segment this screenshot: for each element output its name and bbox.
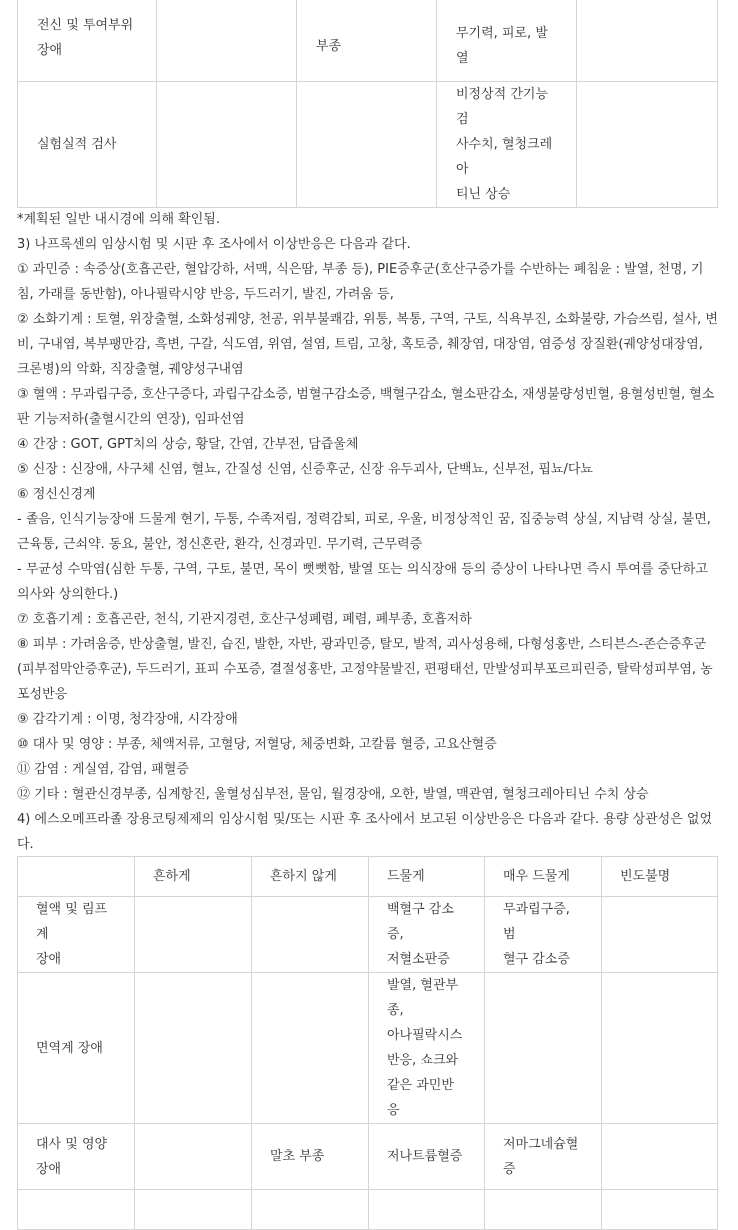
text-line: ⑩ 대사 및 영양 : 부종, 체액저류, 고혈당, 저혈당, 체중변화, 고칼륨 혈증, 고요산혈증 — [17, 737, 497, 752]
table-cell — [252, 897, 369, 973]
text-line: ⑤ 신장 : 신장애, 사구체 신염, 혈뇨, 간질성 신염, 신증후군, 신장 유두괴사, 단백뇨, 신부전, 핍뇨/다뇨 — [17, 462, 593, 477]
text-line: ① 과민증 : 속증상(호흡곤란, 혈압강하, 서맥, 식은땀, 부종 등), PIE증후군(호산구증가를 수반하는 폐침윤 : 발열, 천명, 기침, 가래를 동반함), 아나필락시양 반응, 두드러기, 발진, 가려움 등, — [17, 262, 704, 302]
table-cell: 무과립구증, 범 혈구 감소증 — [485, 897, 602, 973]
table-header-cell: 매우 드물게 — [485, 857, 602, 897]
table-header-cell — [18, 857, 135, 897]
table-row — [18, 0, 718, 82]
table-cell — [577, 82, 718, 208]
table-cell: 비정상적 간기능 검 사수치, 혈청크레아 티닌 상승 — [437, 82, 577, 208]
table-header-cell: 빈도불명 — [602, 857, 718, 897]
table-row — [18, 82, 718, 208]
table-cell: 저마그네슘혈 증 — [485, 1124, 602, 1190]
table-cell: 발열, 혈관부 종, 아나필락시스 반응, 쇼크와 같은 과민반응 — [369, 973, 485, 1124]
table-row — [18, 973, 718, 1124]
table-cell: 전신 및 투여부위 장애 — [18, 0, 157, 82]
text-line: ③ 혈액 : 무과립구증, 호산구증다, 과립구감소증, 범혈구감소증, 백혈구감소, 혈소판감소, 재생불량성빈혈, 용혈성빈혈, 혈소판 기능저하(출혈시간의 연장), 임파선염 — [17, 387, 715, 427]
text-line: - 무균성 수막염(심한 두통, 구역, 구토, 불면, 목이 뻣뻣함, 발열 또는 의식장애 등의 증상이 나타나면 즉시 투여를 중단하고 의사와 상의한다.) — [17, 562, 708, 602]
table-cell — [602, 973, 718, 1124]
table-cell: 저나트륨혈증 — [369, 1124, 485, 1190]
table-row — [18, 1190, 718, 1230]
adverse-reaction-text — [17, 207, 719, 857]
text-line: ⑪ 감염 : 게실염, 감염, 패혈증 — [17, 762, 189, 777]
table-cell — [485, 1190, 602, 1230]
table-cell — [157, 82, 297, 208]
table-header-row — [18, 857, 718, 897]
table-cell — [252, 1190, 369, 1230]
table-cell: 혈액 및 림프계 장애 — [18, 897, 135, 973]
table-cell — [297, 82, 437, 208]
text-line: ⑦ 호흡기계 : 호흡곤란, 천식, 기관지경련, 호산구성폐렴, 폐렴, 폐부종, 호흡저하 — [17, 612, 472, 627]
table-cell: 대사 및 영양 장애 — [18, 1124, 135, 1190]
text-line: ⑥ 정신신경계 — [17, 487, 96, 502]
text-line: 4) 에스오메프라졸 장용코팅제제의 임상시험 및/또는 시판 후 조사에서 보고된 이상반응은 다음과 같다. 용량 상관성은 없었다. — [17, 812, 713, 852]
text-line: - 졸음, 인식기능장애 드물게 현기, 두통, 수족저림, 정력감퇴, 피로, 우울, 비정상적인 꿈, 집중능력 상실, 지남력 상실, 불면, 근육통, 근쇠약. 동요, 불안, 정신혼란, 환각, 신경과민. 무기력, 근무력증 — [17, 512, 711, 552]
table-cell — [602, 1124, 718, 1190]
table-header-cell: 흔하게 — [135, 857, 252, 897]
table-cell: 부종 — [297, 0, 437, 82]
text-line: ⑧ 피부 : 가려움증, 반상출혈, 발진, 습진, 발한, 자반, 광과민증, 탈모, 발적, 괴사성용해, 다형성홍반, 스티븐스-존슨증후군(피부점막안증후군), 두드러기, 표피 수포증, 결절성홍반, 고정약물발진, 편평태선, 만발성피부포르피린증, 탈락성피부염, 농포성반응 — [17, 637, 713, 702]
table-header-cell: 흔하지 않게 — [252, 857, 369, 897]
table-cell — [135, 973, 252, 1124]
table-row — [18, 897, 718, 973]
adverse-reaction-table-top — [17, 0, 718, 208]
text-line: ④ 간장 : GOT, GPT치의 상승, 황달, 간염, 간부전, 담즙울체 — [17, 437, 359, 452]
table-cell — [602, 1190, 718, 1230]
text-line: 3) 나프록센의 임상시험 및 시판 후 조사에서 이상반응은 다음과 같다. — [17, 237, 411, 252]
text-line: ⑨ 감각기계 : 이명, 청각장애, 시각장애 — [17, 712, 238, 727]
table-header-cell: 드물게 — [369, 857, 485, 897]
table-cell: 면역계 장애 — [18, 973, 135, 1124]
table-cell — [602, 897, 718, 973]
table-cell — [157, 0, 297, 82]
text-line: ② 소화기계 : 토혈, 위장출혈, 소화성궤양, 천공, 위부불쾌감, 위통, 복통, 구역, 구토, 식욕부진, 소화불량, 가슴쓰림, 설사, 변비, 구내염, 복부팽만감, 흑변, 구갈, 식도염, 위염, 설염, 트림, 고창, 혹토증, 췌장염, 대장염, 염증성 장질환(궤양성대장염, 크론병)의 악화, 직장출혈, 궤양성구내염 — [17, 312, 718, 377]
table-cell — [18, 1190, 135, 1230]
table-cell — [369, 1190, 485, 1230]
table-cell — [135, 897, 252, 973]
text-line: ⑫ 기타 : 혈관신경부종, 심계항진, 울혈성심부전, 물임, 월경장애, 오한, 발열, 맥관염, 혈청크레아티닌 수치 상승 — [17, 787, 649, 802]
table-cell: 무기력, 피로, 발열 — [437, 0, 577, 82]
text-line: *계획된 일반 내시경에 의해 확인됨. — [17, 212, 220, 227]
table-cell — [135, 1190, 252, 1230]
table-row — [18, 1124, 718, 1190]
table-cell — [577, 0, 718, 82]
table-cell: 백혈구 감소증, 저혈소판증 — [369, 897, 485, 973]
table-cell — [485, 973, 602, 1124]
table-cell: 말초 부종 — [252, 1124, 369, 1190]
table-cell — [135, 1124, 252, 1190]
table-cell: 실험실적 검사 — [18, 82, 157, 208]
table-cell — [252, 973, 369, 1124]
